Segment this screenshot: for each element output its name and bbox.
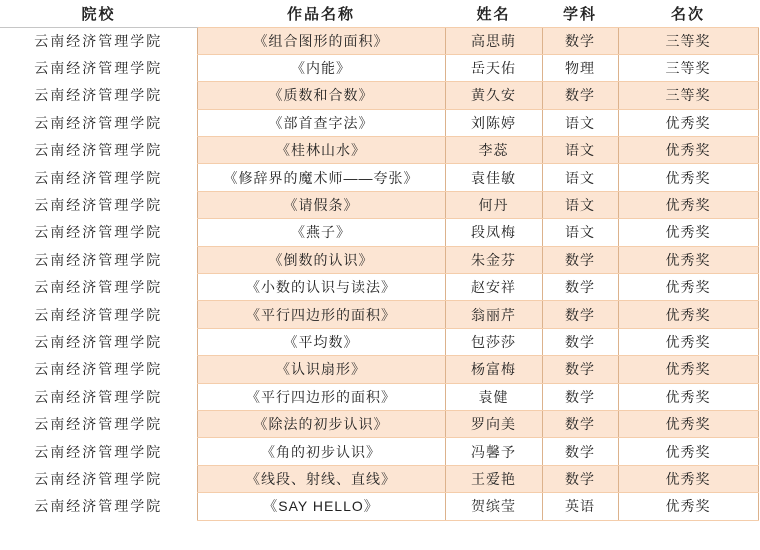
cell-rank: 三等奖 (618, 27, 758, 54)
cell-subject: 数学 (542, 465, 618, 492)
cell-name: 朱金芬 (445, 246, 542, 273)
cell-school: 云南经济管理学院 (0, 328, 197, 355)
cell-subject: 数学 (542, 383, 618, 410)
cell-work-title: 《认识扇形》 (197, 356, 445, 383)
cell-work-title: 《修辞界的魔术师——夸张》 (197, 164, 445, 191)
cell-school: 云南经济管理学院 (0, 246, 197, 273)
cell-work-title: 《角的初步认识》 (197, 438, 445, 465)
cell-school: 云南经济管理学院 (0, 438, 197, 465)
header-subject: 学科 (542, 0, 618, 27)
cell-subject: 英语 (542, 493, 618, 520)
cell-work-title: 《小数的认识与读法》 (197, 274, 445, 301)
cell-school: 云南经济管理学院 (0, 383, 197, 410)
cell-school: 云南经济管理学院 (0, 274, 197, 301)
cell-subject: 数学 (542, 82, 618, 109)
table-row (0, 219, 758, 246)
table-row (0, 274, 758, 301)
cell-work-title: 《质数和合数》 (197, 82, 445, 109)
cell-name: 段凤梅 (445, 219, 542, 246)
cell-rank: 三等奖 (618, 82, 758, 109)
cell-name: 贺缤莹 (445, 493, 542, 520)
cell-name: 王爱艳 (445, 465, 542, 492)
cell-subject: 数学 (542, 438, 618, 465)
cell-name: 赵安祥 (445, 274, 542, 301)
cell-subject: 语文 (542, 191, 618, 218)
cell-rank: 优秀奖 (618, 164, 758, 191)
table-row (0, 191, 758, 218)
cell-school: 云南经济管理学院 (0, 54, 197, 81)
cell-subject: 数学 (542, 246, 618, 273)
cell-name: 何丹 (445, 191, 542, 218)
cell-rank: 优秀奖 (618, 438, 758, 465)
header-school: 院校 (0, 0, 197, 27)
cell-work-title: 《燕子》 (197, 219, 445, 246)
cell-name: 罗向美 (445, 410, 542, 437)
cell-rank: 优秀奖 (618, 137, 758, 164)
cell-school: 云南经济管理学院 (0, 465, 197, 492)
cell-school: 云南经济管理学院 (0, 356, 197, 383)
cell-rank: 优秀奖 (618, 410, 758, 437)
cell-work-title: 《请假条》 (197, 191, 445, 218)
cell-work-title: 《平行四边形的面积》 (197, 301, 445, 328)
cell-school: 云南经济管理学院 (0, 27, 197, 54)
cell-work-title: 《组合图形的面积》 (197, 27, 445, 54)
cell-subject: 语文 (542, 164, 618, 191)
cell-work-title: 《线段、射线、直线》 (197, 465, 445, 492)
cell-name: 冯馨予 (445, 438, 542, 465)
cell-rank: 优秀奖 (618, 274, 758, 301)
cell-subject: 语文 (542, 137, 618, 164)
cell-subject: 数学 (542, 27, 618, 54)
cell-school: 云南经济管理学院 (0, 219, 197, 246)
header-name: 姓名 (445, 0, 542, 27)
cell-subject: 数学 (542, 356, 618, 383)
cell-subject: 数学 (542, 410, 618, 437)
cell-school: 云南经济管理学院 (0, 410, 197, 437)
cell-work-title: 《内能》 (197, 54, 445, 81)
table-row (0, 301, 758, 328)
cell-work-title: 《部首查字法》 (197, 109, 445, 136)
cell-work-title: 《除法的初步认识》 (197, 410, 445, 437)
cell-rank: 优秀奖 (618, 328, 758, 355)
cell-rank: 优秀奖 (618, 465, 758, 492)
header-work-title: 作品名称 (197, 0, 445, 27)
cell-subject: 数学 (542, 328, 618, 355)
cell-rank: 三等奖 (618, 54, 758, 81)
cell-name: 袁健 (445, 383, 542, 410)
cell-school: 云南经济管理学院 (0, 301, 197, 328)
cell-name: 袁佳敏 (445, 164, 542, 191)
table-row (0, 383, 758, 410)
table-body (0, 27, 758, 520)
cell-school: 云南经济管理学院 (0, 493, 197, 520)
cell-rank: 优秀奖 (618, 383, 758, 410)
cell-rank: 优秀奖 (618, 191, 758, 218)
table-row (0, 82, 758, 109)
cell-subject: 数学 (542, 274, 618, 301)
cell-work-title: 《平均数》 (197, 328, 445, 355)
header-rank: 名次 (618, 0, 758, 27)
cell-school: 云南经济管理学院 (0, 82, 197, 109)
cell-work-title: 《SAY HELLO》 (197, 493, 445, 520)
cell-work-title: 《桂林山水》 (197, 137, 445, 164)
cell-school: 云南经济管理学院 (0, 109, 197, 136)
table-row (0, 465, 758, 492)
cell-name: 李蕊 (445, 137, 542, 164)
cell-subject: 语文 (542, 109, 618, 136)
table-header (0, 0, 758, 27)
cell-rank: 优秀奖 (618, 246, 758, 273)
cell-rank: 优秀奖 (618, 356, 758, 383)
cell-name: 岳天佑 (445, 54, 542, 81)
table-row (0, 356, 758, 383)
cell-name: 黄久安 (445, 82, 542, 109)
table-row (0, 493, 758, 520)
cell-work-title: 《平行四边形的面积》 (197, 383, 445, 410)
cell-subject: 物理 (542, 54, 618, 81)
table-row (0, 438, 758, 465)
table-row (0, 109, 758, 136)
cell-school: 云南经济管理学院 (0, 164, 197, 191)
cell-rank: 优秀奖 (618, 219, 758, 246)
cell-rank: 优秀奖 (618, 493, 758, 520)
cell-work-title: 《倒数的认识》 (197, 246, 445, 273)
cell-subject: 数学 (542, 301, 618, 328)
cell-school: 云南经济管理学院 (0, 191, 197, 218)
table-row (0, 164, 758, 191)
table-row (0, 246, 758, 273)
cell-rank: 优秀奖 (618, 301, 758, 328)
table-row (0, 54, 758, 81)
cell-name: 包莎莎 (445, 328, 542, 355)
table-row (0, 137, 758, 164)
cell-school: 云南经济管理学院 (0, 137, 197, 164)
cell-name: 刘陈婷 (445, 109, 542, 136)
header-row (0, 0, 758, 27)
cell-subject: 语文 (542, 219, 618, 246)
cell-name: 杨富梅 (445, 356, 542, 383)
table-row (0, 328, 758, 355)
cell-name: 高思萌 (445, 27, 542, 54)
cell-name: 翁丽芹 (445, 301, 542, 328)
cell-rank: 优秀奖 (618, 109, 758, 136)
table-row (0, 410, 758, 437)
table-row (0, 27, 758, 54)
